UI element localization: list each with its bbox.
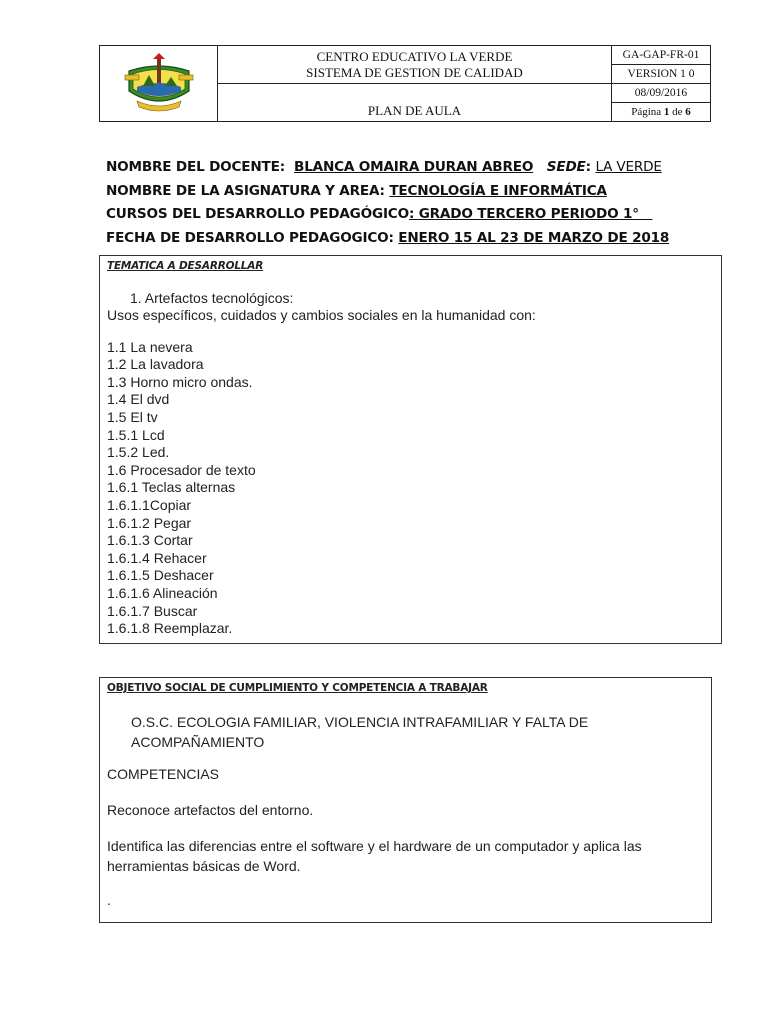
tematica-item: 1.2 La lavadora	[107, 356, 204, 373]
docente-label: NOMBRE DEL DOCENTE:	[106, 159, 285, 175]
asignatura-line	[106, 180, 716, 204]
tematica-usos: Usos específicos, cuidados y cambios sociales en la humanidad con:	[107, 307, 536, 323]
tematica-item: 1.4 El dvd	[107, 391, 170, 408]
tematica-item: 1.6.1.7 Buscar	[107, 602, 198, 619]
tematica-item: 1.6.1.8 Reemplazar.	[107, 620, 233, 637]
page-number: 1	[663, 106, 670, 118]
institution-name: CENTRO EDUCATIVO LA VERDE	[316, 48, 513, 64]
document-title: PLAN DE AULA	[367, 103, 462, 118]
course-info	[106, 156, 716, 250]
sede-label: SEDE	[546, 159, 586, 175]
fecha-value: ENERO 15 AL 23 DE MARZO DE 2018	[398, 229, 670, 246]
tematica-list	[100, 339, 721, 638]
tematica-title: TEMATICA A DESARROLLAR	[107, 260, 264, 272]
page-indicator	[612, 103, 710, 121]
tematica-item: 1.5 El tv	[107, 408, 158, 425]
objetivo-box	[99, 677, 712, 923]
fecha-line	[106, 227, 716, 251]
trailing-dot: .	[107, 892, 111, 908]
sede-value: LA VERDE	[595, 159, 662, 175]
tematica-item: 1.6.1 Teclas alternas	[107, 479, 236, 496]
tematica-item: 1.6.1.2 Pegar	[107, 514, 192, 531]
docente-value: BLANCA OMAIRA DURAN ABREO	[294, 159, 534, 175]
cursos-line	[106, 203, 716, 227]
asignatura-label: NOMBRE DE LA ASIGNATURA Y AREA:	[106, 182, 385, 199]
cursos-label: CURSOS DEL DESARROLLO PEDAGÓGICO	[106, 206, 409, 222]
competencia-1: Reconoce artefactos del entorno.	[107, 802, 314, 818]
competencias-heading: COMPETENCIAS	[107, 766, 220, 782]
tematica-item: 1.6.1.6 Alineación	[107, 584, 218, 601]
fecha-label: FECHA DE DESARROLLO PEDAGOGICO:	[106, 229, 394, 246]
tematica-item: 1.6.1.5 Deshacer	[107, 567, 214, 584]
docente-line: NOMBRE DEL DOCENTE: BLANCA OMAIRA DURAN ABREO SEDE: LA VERDE	[106, 159, 662, 175]
tematica-heading: 1. Artefactos tecnológicos:	[130, 290, 294, 306]
competencia-2: Identifica las diferencias entre el software y el hardware de un computador y aplica las herramientas básicas de Word.	[107, 838, 642, 874]
cursos-value: : GRADO TERCERO PERIODO 1°	[408, 206, 639, 222]
page-label: Página	[631, 106, 662, 118]
page-of: de	[672, 106, 683, 118]
tematica-item: 1.6 Procesador de texto	[107, 461, 256, 478]
document-header	[99, 45, 711, 122]
page-total: 6	[685, 106, 691, 118]
asignatura-value: TECNOLOGÍA E INFORMÁTICA	[389, 182, 607, 199]
tematica-item: 1.5.2 Led.	[107, 444, 170, 461]
system-name: SISTEMA DE GESTION DE CALIDAD	[306, 64, 523, 80]
tematica-item: 1.5.1 Lcd	[107, 426, 165, 443]
tematica-item: 1.1 La nevera	[107, 338, 193, 355]
code-cell: GA-GAP-FR-01	[612, 46, 711, 65]
date-value: 08/09/2016	[612, 84, 710, 103]
document-title-cell	[218, 84, 612, 122]
tematica-item: 1.6.1.3 Cortar	[107, 532, 193, 549]
osc-text: O.S.C. ECOLOGIA FAMILIAR, VIOLENCIA INTRAFAMILIAR Y FALTA DE ACOMPAÑAMIENTO	[131, 714, 589, 750]
tematica-item: 1.6.1.4 Rehacer	[107, 549, 207, 566]
school-seal-icon	[123, 53, 195, 115]
date-page-cell	[612, 84, 711, 122]
tematica-box	[99, 255, 722, 644]
objetivo-title: OBJETIVO SOCIAL DE CUMPLIMIENTO Y COMPETENCIA A TRABAJAR	[107, 682, 488, 694]
logo-cell	[100, 46, 218, 122]
tematica-item: 1.6.1.1Copiar	[107, 496, 192, 513]
version-cell: VERSION 1 0	[612, 65, 711, 84]
institution-cell	[218, 46, 612, 84]
tematica-item: 1.3 Horno micro ondas.	[107, 373, 253, 390]
